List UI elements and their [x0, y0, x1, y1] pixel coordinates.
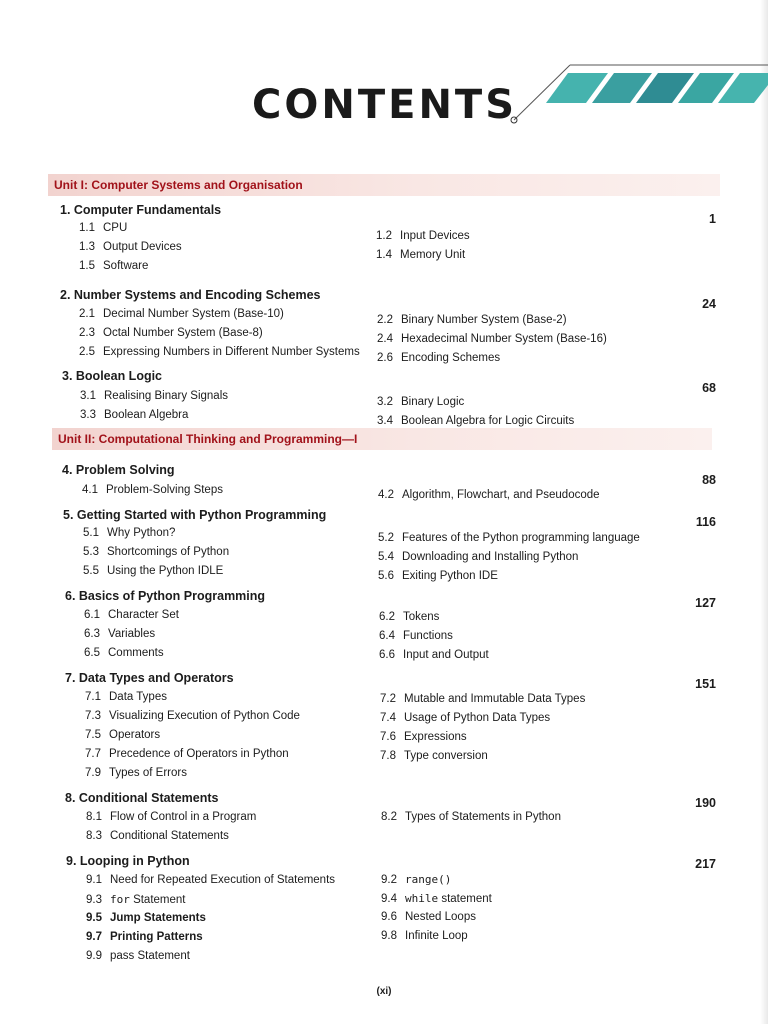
section-entry: [86, 950, 190, 962]
section-number: 3.4: [377, 415, 393, 427]
section-number: 6.4: [379, 630, 395, 642]
section-entry: [86, 830, 229, 842]
chapter-page-number: 88: [702, 473, 716, 487]
section-entry: [86, 893, 186, 906]
page-title: CONTENTS: [252, 82, 518, 128]
section-number: 9.9: [86, 950, 102, 962]
section-label: Data Types: [109, 691, 167, 703]
section-entry: [377, 333, 607, 345]
section-number: 3.2: [377, 396, 393, 408]
section-number: 5.1: [83, 527, 99, 539]
chapter-page-number: 127: [695, 596, 716, 610]
unit-heading-2: Unit II: Computational Thinking and Programming—I: [52, 428, 712, 450]
section-label: Realising Binary Signals: [104, 390, 229, 402]
chapter-page-number: 151: [695, 677, 716, 691]
section-label: Usage of Python Data Types: [404, 712, 551, 724]
section-number: 9.2: [381, 874, 397, 886]
section-label: Downloading and Installing Python: [402, 551, 579, 563]
section-number: 2.1: [79, 308, 95, 320]
section-number: 5.4: [378, 551, 394, 563]
section-entry: [380, 750, 488, 762]
section-entry: [85, 767, 187, 779]
section-number: 9.6: [381, 911, 397, 923]
section-label: Visualizing Execution of Python Code: [109, 710, 300, 722]
section-entry: [379, 649, 489, 661]
section-code-keyword: range(): [405, 873, 452, 886]
section-number: 1.1: [79, 222, 95, 234]
section-number: 5.3: [83, 546, 99, 558]
section-label: Using the Python IDLE: [107, 565, 224, 577]
section-label: CPU: [103, 222, 128, 234]
section-number: 7.1: [85, 691, 101, 703]
section-entry: [86, 931, 203, 943]
section-number: 1.5: [79, 260, 95, 272]
section-entry: [79, 222, 127, 234]
section-entry: [84, 609, 179, 621]
section-number: 6.6: [379, 649, 395, 661]
chapter-page-number: 190: [695, 796, 716, 810]
section-number: 7.4: [380, 712, 396, 724]
section-entry: [80, 390, 228, 402]
section-label: Expressions: [404, 731, 467, 743]
section-label: Type conversion: [404, 750, 488, 762]
section-label: statement: [438, 893, 492, 905]
section-entry: [381, 811, 561, 823]
section-number: 2.3: [79, 327, 95, 339]
section-entry: [86, 874, 335, 886]
chapter-page-number: 116: [695, 515, 716, 529]
section-label: Input Devices: [400, 230, 470, 242]
section-label: Input and Output: [403, 649, 489, 661]
section-entry: [380, 731, 467, 743]
section-label: Why Python?: [107, 527, 176, 539]
section-number: 7.2: [380, 693, 396, 705]
section-entry: [376, 249, 465, 261]
section-entry: [85, 729, 160, 741]
section-label: Decimal Number System (Base-10): [103, 308, 284, 320]
section-label: Features of the Python programming language: [402, 532, 640, 544]
section-code-keyword: for: [110, 893, 130, 906]
section-entry: [83, 565, 223, 577]
section-number: 1.3: [79, 241, 95, 253]
section-label: Types of Errors: [109, 767, 187, 779]
section-label: Problem-Solving Steps: [106, 484, 223, 496]
section-entry: [79, 241, 182, 253]
page-number-roman: (xi): [376, 986, 392, 997]
chapter-page-number: 68: [702, 381, 716, 395]
section-label: Operators: [109, 729, 161, 741]
section-number: 9.8: [381, 930, 397, 942]
section-label: Character Set: [108, 609, 179, 621]
section-label: Hexadecimal Number System (Base-16): [401, 333, 607, 345]
section-entry: [85, 748, 289, 760]
section-number: 7.8: [380, 750, 396, 762]
section-entry: [377, 314, 567, 326]
chapter-page-number: 1: [709, 212, 716, 226]
section-entry: [80, 409, 188, 421]
section-number: 1.2: [376, 230, 392, 242]
section-entry: [379, 630, 453, 642]
section-entry: [83, 527, 175, 539]
chapter-title: 7. Data Types and Operators: [65, 671, 234, 685]
section-label: Statement: [129, 894, 186, 906]
section-label: Memory Unit: [400, 249, 466, 261]
section-number: 7.7: [85, 748, 101, 760]
section-label: Boolean Algebra for Logic Circuits: [401, 415, 575, 427]
chapter-title: 1. Computer Fundamentals: [60, 203, 222, 217]
section-label: Variables: [108, 628, 156, 640]
section-entry: [376, 230, 470, 242]
chapter-title: 8. Conditional Statements: [65, 791, 219, 805]
chapter-title: 3. Boolean Logic: [62, 369, 163, 383]
section-number: 7.6: [380, 731, 396, 743]
section-number: 5.2: [378, 532, 394, 544]
section-entry: [84, 628, 155, 640]
section-label: Boolean Algebra: [104, 409, 189, 421]
section-entry: [83, 546, 229, 558]
section-label: Flow of Control in a Program: [110, 811, 257, 823]
section-label: Need for Repeated Execution of Statements: [110, 874, 336, 886]
section-number: 7.5: [85, 729, 101, 741]
section-label: Octal Number System (Base-8): [103, 327, 263, 339]
section-label: Exiting Python IDE: [402, 570, 498, 582]
section-label: Nested Loops: [405, 911, 476, 923]
section-entry: [378, 532, 640, 544]
section-number: 6.5: [84, 647, 100, 659]
section-number: 6.2: [379, 611, 395, 623]
section-number: 2.5: [79, 346, 95, 358]
section-entry: [377, 415, 574, 427]
section-number: 8.3: [86, 830, 102, 842]
unit-heading-1: Unit I: Computer Systems and Organisation: [48, 174, 720, 196]
decorative-stripes: [500, 55, 768, 130]
section-entry: [380, 693, 585, 705]
section-label: Software: [103, 260, 149, 272]
section-label: Precedence of Operators in Python: [109, 748, 289, 760]
section-entry: [377, 396, 464, 408]
section-label: pass Statement: [110, 950, 190, 962]
section-number: 4.1: [82, 484, 98, 496]
section-entry: [79, 346, 360, 358]
section-number: 2.4: [377, 333, 393, 345]
section-number: 6.1: [84, 609, 100, 621]
section-number: 3.3: [80, 409, 96, 421]
section-number: 1.4: [376, 249, 392, 261]
section-code-keyword: while: [405, 892, 439, 905]
section-label: Printing Patterns: [110, 931, 203, 943]
section-entry: [79, 260, 148, 272]
chapter-title: 9. Looping in Python: [66, 854, 190, 868]
section-entry: [378, 570, 498, 582]
section-number: 8.1: [86, 811, 102, 823]
section-entry: [86, 811, 256, 823]
section-label: Binary Number System (Base-2): [401, 314, 567, 326]
section-entry: [85, 691, 167, 703]
section-entry: [378, 489, 600, 501]
section-number: 6.3: [84, 628, 100, 640]
section-number: 9.1: [86, 874, 102, 886]
section-label: Binary Logic: [401, 396, 465, 408]
section-entry: [85, 710, 300, 722]
section-number: 3.1: [80, 390, 96, 402]
section-label: Conditional Statements: [110, 830, 229, 842]
chapter-page-number: 217: [695, 857, 716, 871]
section-label: Functions: [403, 630, 453, 642]
section-label: Comments: [108, 647, 164, 659]
section-number: 9.3: [86, 894, 102, 906]
section-entry: [381, 873, 451, 886]
chapter-title: 6. Basics of Python Programming: [65, 589, 266, 603]
section-number: 2.2: [377, 314, 393, 326]
section-number: 5.5: [83, 565, 99, 577]
section-label: Shortcomings of Python: [107, 546, 230, 558]
section-entry: [79, 308, 284, 320]
section-entry: [86, 912, 206, 924]
section-number: 5.6: [378, 570, 394, 582]
section-entry: [379, 611, 439, 623]
section-label: Jump Statements: [110, 912, 206, 924]
section-entry: [79, 327, 263, 339]
chapter-title: 4. Problem Solving: [62, 463, 175, 477]
section-label: Mutable and Immutable Data Types: [404, 693, 586, 705]
section-entry: [84, 647, 164, 659]
section-number: 7.9: [85, 767, 101, 779]
section-number: 7.3: [85, 710, 101, 722]
section-label: Output Devices: [103, 241, 182, 253]
chapter-title: 2. Number Systems and Encoding Schemes: [60, 288, 321, 302]
section-number: 8.2: [381, 811, 397, 823]
section-entry: [377, 352, 500, 364]
section-label: Infinite Loop: [405, 930, 468, 942]
section-number: 9.4: [381, 893, 397, 905]
section-label: Expressing Numbers in Different Number Systems: [103, 346, 360, 358]
section-label: Encoding Schemes: [401, 352, 501, 364]
section-label: Types of Statements in Python: [405, 811, 561, 823]
section-number: 4.2: [378, 489, 394, 501]
chapter-title: 5. Getting Started with Python Programming: [63, 508, 327, 522]
section-number: 9.5: [86, 912, 102, 924]
page-edge-shadow: [760, 0, 768, 1024]
section-label: Tokens: [403, 611, 440, 623]
section-entry: [82, 484, 223, 496]
section-entry: [381, 892, 492, 905]
section-entry: [381, 911, 476, 923]
section-entry: [381, 930, 468, 942]
section-entry: [380, 712, 550, 724]
section-entry: [378, 551, 578, 563]
chapter-page-number: 24: [702, 297, 716, 311]
section-number: 9.7: [86, 931, 102, 943]
section-number: 2.6: [377, 352, 393, 364]
section-label: Algorithm, Flowchart, and Pseudocode: [402, 489, 600, 501]
